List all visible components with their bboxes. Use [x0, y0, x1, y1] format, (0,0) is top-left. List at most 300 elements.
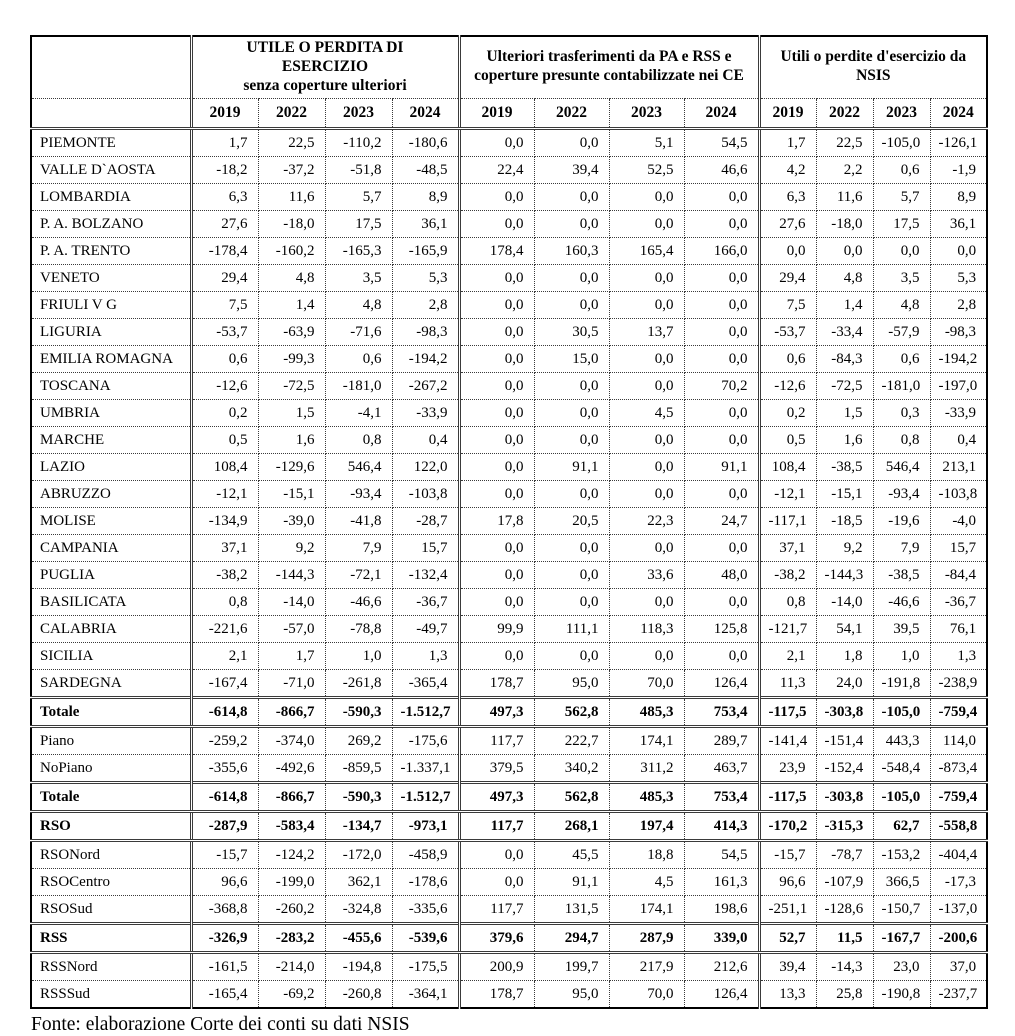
value-cell: 2,2: [816, 156, 873, 183]
value-cell: 4,5: [609, 399, 684, 426]
value-cell: -49,7: [392, 615, 459, 642]
table-row: [31, 507, 987, 534]
value-cell: 108,4: [191, 453, 258, 480]
value-cell: 339,0: [684, 923, 759, 952]
value-cell: 0,6: [325, 345, 392, 372]
value-cell: -51,8: [325, 156, 392, 183]
value-cell: 0,0: [609, 426, 684, 453]
value-cell: 0,8: [873, 426, 930, 453]
value-cell: 0,6: [873, 345, 930, 372]
value-cell: -72,5: [816, 372, 873, 399]
row-label: LIGURIA: [31, 318, 191, 345]
value-cell: -165,4: [191, 980, 258, 1008]
value-cell: 0,0: [534, 183, 609, 210]
value-cell: -873,4: [930, 754, 987, 782]
value-cell: -14,0: [258, 588, 325, 615]
value-cell: 0,0: [609, 345, 684, 372]
value-cell: -150,7: [873, 895, 930, 923]
value-cell: 0,6: [759, 345, 816, 372]
value-cell: 4,5: [609, 868, 684, 895]
table-row: [31, 156, 987, 183]
value-cell: 4,8: [258, 264, 325, 291]
value-cell: 0,0: [609, 534, 684, 561]
row-label: LAZIO: [31, 453, 191, 480]
value-cell: -17,3: [930, 868, 987, 895]
value-cell: -38,5: [816, 453, 873, 480]
group-header-nsis: [759, 36, 987, 98]
value-cell: 0,0: [609, 642, 684, 669]
value-cell: 362,1: [325, 868, 392, 895]
value-cell: -105,0: [873, 128, 930, 156]
value-cell: 54,1: [816, 615, 873, 642]
value-cell: 0,0: [684, 264, 759, 291]
value-cell: 30,5: [534, 318, 609, 345]
value-cell: 2,8: [930, 291, 987, 318]
value-cell: 11,6: [816, 183, 873, 210]
value-cell: 463,7: [684, 754, 759, 782]
year-header: 2024: [684, 98, 759, 128]
value-cell: -124,2: [258, 840, 325, 868]
value-cell: -539,6: [392, 923, 459, 952]
value-cell: 2,8: [392, 291, 459, 318]
value-cell: 0,0: [459, 264, 534, 291]
value-cell: 5,3: [392, 264, 459, 291]
value-cell: -221,6: [191, 615, 258, 642]
value-cell: 24,7: [684, 507, 759, 534]
value-cell: 178,4: [459, 237, 534, 264]
value-cell: -134,7: [325, 811, 392, 840]
value-cell: -110,2: [325, 128, 392, 156]
value-cell: 0,0: [534, 561, 609, 588]
value-cell: 91,1: [534, 868, 609, 895]
value-cell: -191,8: [873, 669, 930, 697]
value-cell: -181,0: [325, 372, 392, 399]
value-cell: 5,7: [873, 183, 930, 210]
value-cell: -1.512,7: [392, 697, 459, 726]
value-cell: -260,8: [325, 980, 392, 1008]
value-cell: -46,6: [873, 588, 930, 615]
value-cell: 17,8: [459, 507, 534, 534]
row-label: CAMPANIA: [31, 534, 191, 561]
value-cell: 27,6: [191, 210, 258, 237]
value-cell: 269,2: [325, 726, 392, 754]
value-cell: -866,7: [258, 782, 325, 811]
value-cell: 562,8: [534, 782, 609, 811]
value-cell: -973,1: [392, 811, 459, 840]
value-cell: -283,2: [258, 923, 325, 952]
value-cell: 70,0: [609, 980, 684, 1008]
value-cell: -374,0: [258, 726, 325, 754]
value-cell: -165,3: [325, 237, 392, 264]
value-cell: 0,6: [191, 345, 258, 372]
value-cell: 311,2: [609, 754, 684, 782]
value-cell: 174,1: [609, 726, 684, 754]
value-cell: 289,7: [684, 726, 759, 754]
value-cell: -39,0: [258, 507, 325, 534]
value-cell: 0,0: [609, 588, 684, 615]
year-header: 2023: [609, 98, 684, 128]
value-cell: -12,1: [191, 480, 258, 507]
value-cell: 0,4: [930, 426, 987, 453]
value-cell: 0,0: [459, 128, 534, 156]
value-cell: 0,0: [684, 183, 759, 210]
value-cell: -364,1: [392, 980, 459, 1008]
value-cell: -18,0: [258, 210, 325, 237]
value-cell: 198,6: [684, 895, 759, 923]
table-row: [31, 210, 987, 237]
value-cell: -38,2: [759, 561, 816, 588]
value-cell: 0,0: [459, 868, 534, 895]
value-cell: 39,5: [873, 615, 930, 642]
year-header: 2024: [392, 98, 459, 128]
value-cell: -161,5: [191, 952, 258, 980]
table-row: [31, 291, 987, 318]
value-cell: 9,2: [258, 534, 325, 561]
value-cell: -172,0: [325, 840, 392, 868]
value-cell: 160,3: [534, 237, 609, 264]
value-cell: 166,0: [684, 237, 759, 264]
row-label: RSS: [31, 923, 191, 952]
value-cell: -132,4: [392, 561, 459, 588]
value-cell: -144,3: [258, 561, 325, 588]
value-cell: -170,2: [759, 811, 816, 840]
value-cell: 485,3: [609, 782, 684, 811]
value-cell: -590,3: [325, 782, 392, 811]
row-label: LOMBARDIA: [31, 183, 191, 210]
value-cell: -167,4: [191, 669, 258, 697]
table-row: [31, 345, 987, 372]
value-cell: -194,2: [392, 345, 459, 372]
value-cell: 22,3: [609, 507, 684, 534]
value-cell: 0,0: [459, 840, 534, 868]
value-cell: 117,7: [459, 895, 534, 923]
value-cell: -103,8: [392, 480, 459, 507]
value-cell: 1,7: [191, 128, 258, 156]
row-label: PIEMONTE: [31, 128, 191, 156]
row-label: ABRUZZO: [31, 480, 191, 507]
value-cell: -28,7: [392, 507, 459, 534]
value-cell: 126,4: [684, 669, 759, 697]
row-label: EMILIA ROMAGNA: [31, 345, 191, 372]
value-cell: 22,4: [459, 156, 534, 183]
value-cell: 562,8: [534, 697, 609, 726]
value-cell: 18,8: [609, 840, 684, 868]
row-label: SICILIA: [31, 642, 191, 669]
table-row: [31, 534, 987, 561]
value-cell: 0,0: [459, 642, 534, 669]
table-row: [31, 726, 987, 754]
value-cell: 0,0: [873, 237, 930, 264]
value-cell: 0,0: [609, 453, 684, 480]
value-cell: 0,0: [534, 264, 609, 291]
row-label: VENETO: [31, 264, 191, 291]
value-cell: 25,8: [816, 980, 873, 1008]
value-cell: -153,2: [873, 840, 930, 868]
value-cell: 5,3: [930, 264, 987, 291]
year-header: 2019: [459, 98, 534, 128]
value-cell: 0,0: [534, 426, 609, 453]
value-cell: 99,9: [459, 615, 534, 642]
value-cell: -105,0: [873, 697, 930, 726]
table-row: [31, 480, 987, 507]
value-cell: 340,2: [534, 754, 609, 782]
value-cell: 37,1: [759, 534, 816, 561]
value-cell: -93,4: [325, 480, 392, 507]
value-cell: 24,0: [816, 669, 873, 697]
value-cell: 37,0: [930, 952, 987, 980]
value-cell: -455,6: [325, 923, 392, 952]
row-label: UMBRIA: [31, 399, 191, 426]
table-row: [31, 754, 987, 782]
table-row: [31, 980, 987, 1008]
value-cell: 0,0: [759, 237, 816, 264]
value-cell: 0,3: [873, 399, 930, 426]
value-cell: -859,5: [325, 754, 392, 782]
value-cell: -84,4: [930, 561, 987, 588]
value-cell: 174,1: [609, 895, 684, 923]
value-cell: 0,0: [534, 642, 609, 669]
group-title: Utili o perdite d'esercizio da NSIS: [780, 48, 967, 85]
row-label: RSONord: [31, 840, 191, 868]
value-cell: 0,0: [459, 399, 534, 426]
value-cell: -121,7: [759, 615, 816, 642]
group-title: UTILE O PERDITA DI ESERCIZIO: [246, 39, 404, 75]
value-cell: 485,3: [609, 697, 684, 726]
table-row: [31, 264, 987, 291]
value-cell: 114,0: [930, 726, 987, 754]
value-cell: 22,5: [258, 128, 325, 156]
table-row: [31, 372, 987, 399]
value-cell: 0,0: [534, 128, 609, 156]
table-row: [31, 128, 987, 156]
table-row: [31, 615, 987, 642]
value-cell: 29,4: [191, 264, 258, 291]
value-cell: -194,8: [325, 952, 392, 980]
value-cell: -78,8: [325, 615, 392, 642]
value-cell: -160,2: [258, 237, 325, 264]
value-cell: 13,3: [759, 980, 816, 1008]
value-cell: 7,9: [873, 534, 930, 561]
value-cell: -105,0: [873, 782, 930, 811]
value-cell: 96,6: [759, 868, 816, 895]
year-header-row: [31, 98, 987, 128]
value-cell: 8,9: [392, 183, 459, 210]
value-cell: -315,3: [816, 811, 873, 840]
value-cell: -335,6: [392, 895, 459, 923]
value-cell: -71,0: [258, 669, 325, 697]
value-cell: 0,0: [534, 372, 609, 399]
year-header: 2023: [325, 98, 392, 128]
table-row: [31, 426, 987, 453]
value-cell: -167,7: [873, 923, 930, 952]
value-cell: -144,3: [816, 561, 873, 588]
value-cell: 1,0: [325, 642, 392, 669]
value-cell: -18,2: [191, 156, 258, 183]
row-label: Piano: [31, 726, 191, 754]
value-cell: -365,4: [392, 669, 459, 697]
value-cell: 52,7: [759, 923, 816, 952]
group-header-utile-perdita: [191, 36, 459, 98]
row-label: NoPiano: [31, 754, 191, 782]
value-cell: -15,7: [191, 840, 258, 868]
value-cell: 1,0: [873, 642, 930, 669]
year-header: 2022: [534, 98, 609, 128]
value-cell: -326,9: [191, 923, 258, 952]
value-cell: 0,0: [684, 534, 759, 561]
value-cell: 0,2: [191, 399, 258, 426]
value-cell: 2,1: [759, 642, 816, 669]
value-cell: 165,4: [609, 237, 684, 264]
value-cell: -117,5: [759, 782, 816, 811]
value-cell: 0,0: [684, 210, 759, 237]
value-cell: -18,0: [816, 210, 873, 237]
value-cell: 0,8: [759, 588, 816, 615]
corner-cell-lower: [31, 98, 191, 128]
value-cell: -12,6: [191, 372, 258, 399]
value-cell: -129,6: [258, 453, 325, 480]
value-cell: 217,9: [609, 952, 684, 980]
value-cell: -15,1: [258, 480, 325, 507]
table-row: [31, 588, 987, 615]
value-cell: -57,9: [873, 318, 930, 345]
value-cell: 20,5: [534, 507, 609, 534]
value-cell: 1,3: [392, 642, 459, 669]
value-cell: -238,9: [930, 669, 987, 697]
value-cell: -72,1: [325, 561, 392, 588]
value-cell: 37,1: [191, 534, 258, 561]
value-cell: 0,0: [684, 318, 759, 345]
row-label: RSOSud: [31, 895, 191, 923]
group-subtitle: senza coperture ulteriori: [243, 76, 407, 94]
value-cell: -175,5: [392, 952, 459, 980]
value-cell: 0,5: [191, 426, 258, 453]
value-cell: -141,4: [759, 726, 816, 754]
value-cell: 117,7: [459, 726, 534, 754]
value-cell: 0,8: [325, 426, 392, 453]
value-cell: 111,1: [534, 615, 609, 642]
value-cell: 13,7: [609, 318, 684, 345]
table-row: [31, 669, 987, 697]
value-cell: 46,6: [684, 156, 759, 183]
value-cell: -128,6: [816, 895, 873, 923]
value-cell: 0,0: [459, 291, 534, 318]
value-cell: 0,0: [534, 291, 609, 318]
value-cell: 45,5: [534, 840, 609, 868]
value-cell: 70,2: [684, 372, 759, 399]
value-cell: 7,5: [759, 291, 816, 318]
value-cell: -72,5: [258, 372, 325, 399]
value-cell: -151,4: [816, 726, 873, 754]
value-cell: 1,8: [816, 642, 873, 669]
value-cell: -590,3: [325, 697, 392, 726]
value-cell: 125,8: [684, 615, 759, 642]
value-cell: 0,0: [684, 426, 759, 453]
value-cell: -404,4: [930, 840, 987, 868]
value-cell: 0,0: [459, 561, 534, 588]
group-title: Ulteriori trasferimenti da PA e RSS e coperture presunte contabilizzate nei CE: [474, 48, 744, 85]
year-header: 2022: [258, 98, 325, 128]
value-cell: 0,0: [459, 534, 534, 561]
value-cell: -33,4: [816, 318, 873, 345]
value-cell: -103,8: [930, 480, 987, 507]
table-row: [31, 318, 987, 345]
value-cell: -558,8: [930, 811, 987, 840]
value-cell: -190,8: [873, 980, 930, 1008]
value-cell: 27,6: [759, 210, 816, 237]
table-row: [31, 697, 987, 726]
value-cell: -199,0: [258, 868, 325, 895]
value-cell: 1,4: [816, 291, 873, 318]
table-row: [31, 782, 987, 811]
value-cell: 48,0: [684, 561, 759, 588]
value-cell: -36,7: [930, 588, 987, 615]
value-cell: 52,5: [609, 156, 684, 183]
table-header: [31, 36, 987, 128]
value-cell: -181,0: [873, 372, 930, 399]
value-cell: -178,6: [392, 868, 459, 895]
value-cell: 546,4: [325, 453, 392, 480]
table-row: [31, 237, 987, 264]
row-label: RSO: [31, 811, 191, 840]
table-row: [31, 183, 987, 210]
value-cell: 0,0: [534, 534, 609, 561]
value-cell: -14,3: [816, 952, 873, 980]
value-cell: 753,4: [684, 697, 759, 726]
value-cell: -15,1: [816, 480, 873, 507]
table-row: [31, 561, 987, 588]
value-cell: 33,6: [609, 561, 684, 588]
value-cell: 366,5: [873, 868, 930, 895]
value-cell: -12,6: [759, 372, 816, 399]
value-cell: 379,6: [459, 923, 534, 952]
value-cell: 0,0: [459, 372, 534, 399]
value-cell: 0,0: [684, 399, 759, 426]
value-cell: 1,6: [816, 426, 873, 453]
value-cell: -259,2: [191, 726, 258, 754]
value-cell: -53,7: [759, 318, 816, 345]
row-label: SARDEGNA: [31, 669, 191, 697]
value-cell: -84,3: [816, 345, 873, 372]
source-note: Fonte: elaborazione Corte dei conti su dati NSIS: [31, 1013, 410, 1035]
year-header: 2024: [930, 98, 987, 128]
value-cell: 0,0: [459, 210, 534, 237]
value-cell: 3,5: [325, 264, 392, 291]
table-row: [31, 811, 987, 840]
year-header: 2019: [191, 98, 258, 128]
value-cell: 17,5: [325, 210, 392, 237]
value-cell: -303,8: [816, 782, 873, 811]
value-cell: 36,1: [392, 210, 459, 237]
value-cell: 11,6: [258, 183, 325, 210]
year-header: 2022: [816, 98, 873, 128]
value-cell: -548,4: [873, 754, 930, 782]
value-cell: 23,0: [873, 952, 930, 980]
value-cell: 4,8: [873, 291, 930, 318]
value-cell: -759,4: [930, 782, 987, 811]
value-cell: 0,0: [609, 264, 684, 291]
row-label: P. A. BOLZANO: [31, 210, 191, 237]
value-cell: 0,0: [684, 480, 759, 507]
row-label: P. A. TRENTO: [31, 237, 191, 264]
value-cell: 70,0: [609, 669, 684, 697]
value-cell: 62,7: [873, 811, 930, 840]
value-cell: -355,6: [191, 754, 258, 782]
value-cell: 0,0: [459, 426, 534, 453]
value-cell: 91,1: [684, 453, 759, 480]
table-row: [31, 868, 987, 895]
value-cell: 199,7: [534, 952, 609, 980]
value-cell: -759,4: [930, 697, 987, 726]
